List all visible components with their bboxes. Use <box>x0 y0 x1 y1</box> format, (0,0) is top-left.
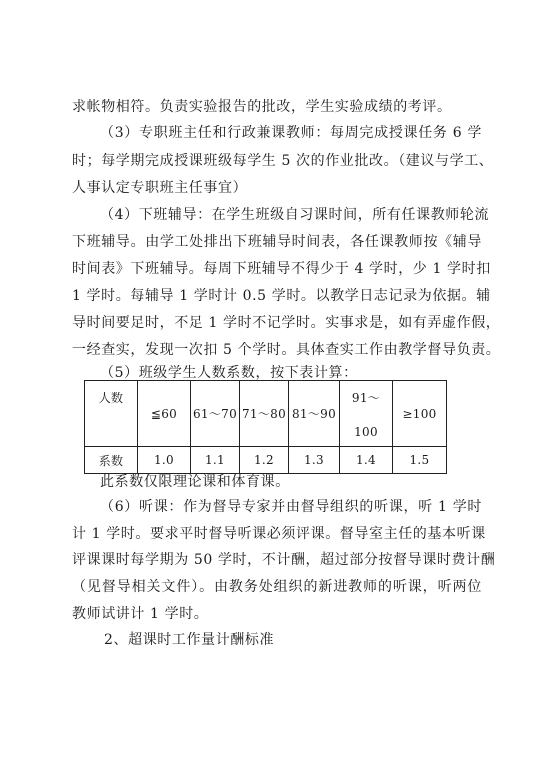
table-header-cell: 人数 <box>85 381 138 447</box>
table-cell: 71～80 <box>240 381 289 447</box>
table-cell: 1.0 <box>138 447 191 474</box>
range-bottom: 100 <box>354 424 378 439</box>
paragraph-line: 1 学时。每辅导 1 学时计 0.5 学时。以教学日志记录为依据。辅 <box>72 288 491 304</box>
table-row <box>85 447 447 474</box>
paragraph-line: 此系数仅限理论课和体育课。 <box>100 474 290 490</box>
paragraph-line: 评课课时每学期为 50 学时，不计酬，超过部分按督导课时费计酬 <box>72 552 496 568</box>
paragraph-line: （5）班级学生人数系数，按下表计算： <box>100 365 358 381</box>
table-cell: 1.3 <box>289 447 340 474</box>
table-cell: 81～90 <box>289 381 340 447</box>
table-cell <box>340 381 393 447</box>
table-header-cell: 系数 <box>85 447 138 474</box>
student-count-coefficient-table <box>84 380 447 474</box>
paragraph-line: （见督导相关文件）。由教务处组织的新进教师的听课，听两位 <box>72 579 482 595</box>
paragraph-line: 时间表》下班辅导。每周下班辅导不得少于 4 学时，少 1 学时扣 <box>72 261 491 277</box>
paragraph-line: （6）听课：作为督导专家并由督导组织的听课，听 1 学时 <box>100 499 482 515</box>
table-cell: 61～70 <box>191 381 240 447</box>
table-cell: ≥100 <box>393 381 447 447</box>
paragraph-line: 下班辅导。由学工处排出下班辅导时间表，各任课教师按《辅导 <box>72 234 482 250</box>
paragraph-line: 一经查实，发现一次扣 5 个学时。具体查实工作由教学督导负责。 <box>72 342 501 358</box>
table-cell: 1.5 <box>393 447 447 474</box>
paragraph-line: （4）下班辅导：在学生班级自习课时间，所有任课教师轮流 <box>100 207 490 223</box>
table-cell: 1.1 <box>191 447 240 474</box>
paragraph-line: 时；每学期完成授课班级每学生 5 次的作业批改。（建议与学工、 <box>72 153 494 169</box>
paragraph-line: 导时间要足时，不足 1 学时不记学时。实事求是，如有弄虚作假， <box>72 315 501 331</box>
paragraph-line: 人事认定专职班主任事宜） <box>72 180 248 196</box>
paragraph-line: 教师试讲计 1 学时。 <box>72 606 209 622</box>
paragraph-line: 求帐物相符。负责实验报告的批改，学生实验成绩的考评。 <box>72 99 452 115</box>
range-top: 91～ <box>351 390 381 405</box>
table-row <box>85 381 447 447</box>
section-heading: 2、超课时工作量计酬标准 <box>104 632 275 648</box>
table-cell: 1.2 <box>240 447 289 474</box>
table-cell: ≦60 <box>138 381 191 447</box>
paragraph-line: （3）专职班主任和行政兼课教师：每周完成授课任务 6 学 <box>100 125 482 141</box>
paragraph-line: 计 1 学时。要求平时督导听课必须评课。督导室主任的基本听课 <box>72 526 486 542</box>
table-cell: 1.4 <box>340 447 393 474</box>
